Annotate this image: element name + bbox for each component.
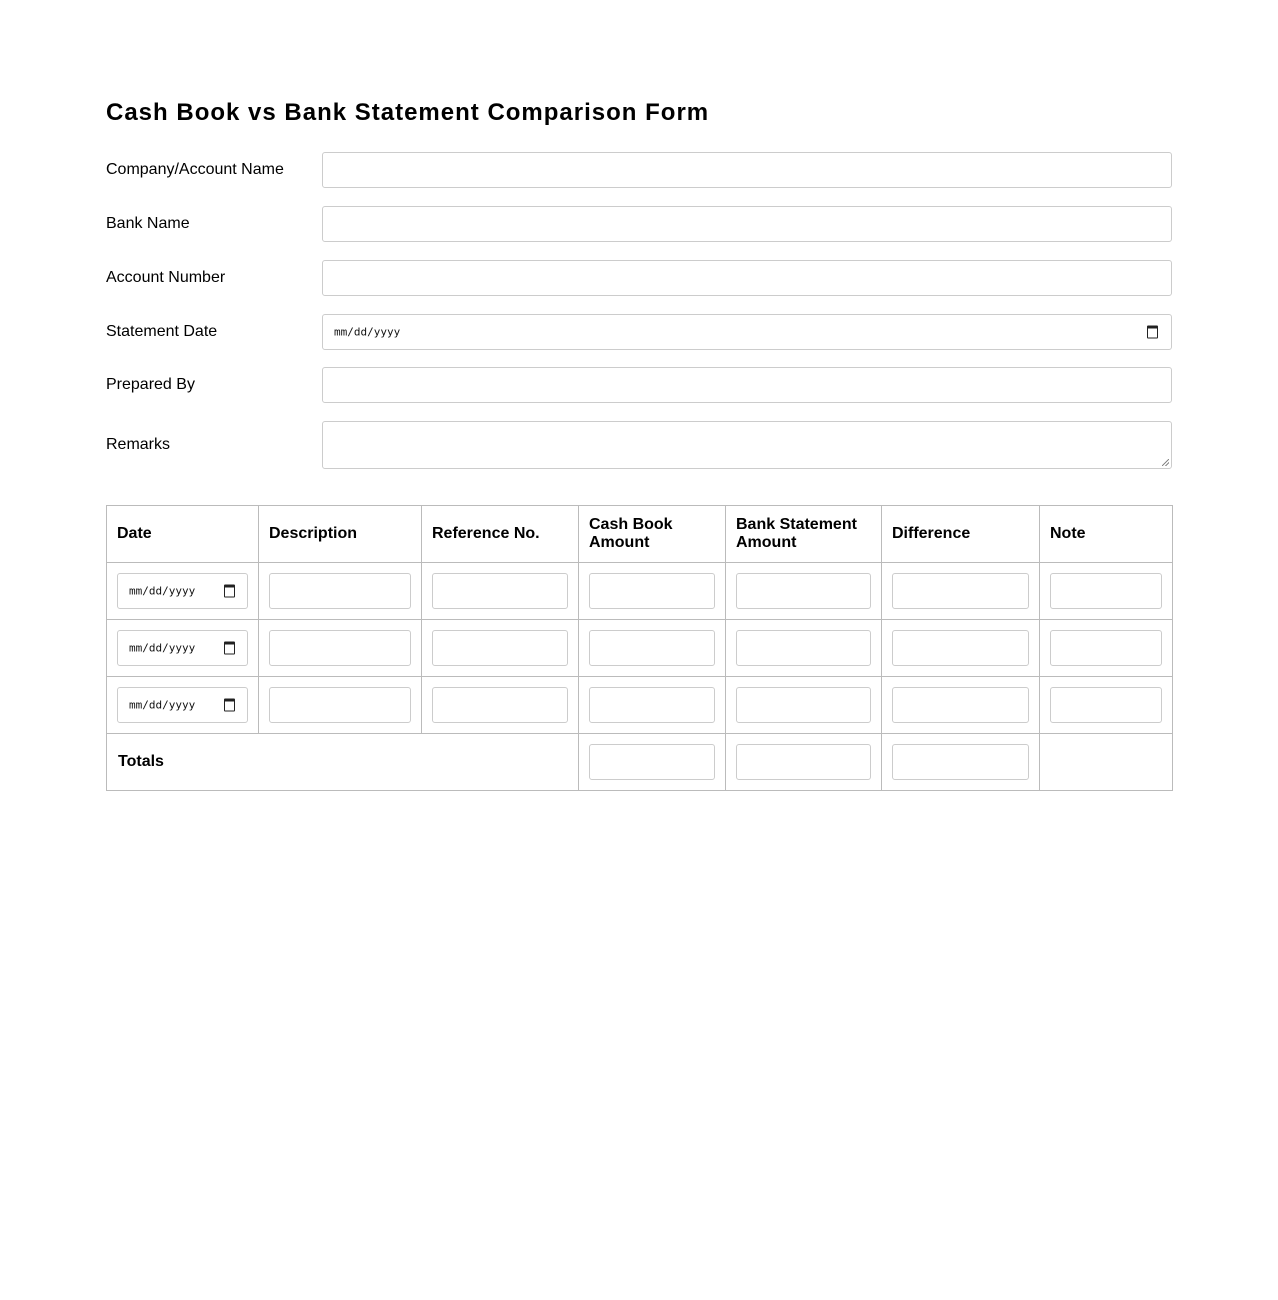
row-difference-input[interactable]	[892, 687, 1029, 723]
header-description: Description	[259, 506, 422, 563]
account-number-input[interactable]	[322, 260, 1172, 296]
row-note-input[interactable]	[1050, 687, 1162, 723]
row-date-input[interactable]	[117, 573, 248, 609]
table-row	[107, 563, 1173, 620]
calendar-icon[interactable]	[224, 699, 235, 712]
comparison-table	[106, 505, 1173, 791]
table-row	[107, 677, 1173, 734]
calendar-icon[interactable]	[1147, 326, 1158, 339]
date-placeholder: mm/dd/yyyy	[129, 641, 196, 655]
total-difference-input[interactable]	[892, 744, 1029, 780]
calendar-icon[interactable]	[224, 585, 235, 598]
row-reference-input[interactable]	[432, 630, 568, 666]
row-description-input[interactable]	[269, 573, 411, 609]
row-bank-statement-input[interactable]	[736, 630, 871, 666]
totals-label: Totals	[107, 734, 579, 791]
header-note: Note	[1040, 506, 1173, 563]
form-container	[106, 98, 1172, 770]
table-header-row	[107, 506, 1173, 563]
bank-name-label: Bank Name	[106, 215, 190, 232]
date-placeholder: mm/dd/yyyy	[129, 698, 196, 712]
row-bank-statement-input[interactable]	[736, 573, 871, 609]
row-date-input[interactable]	[117, 687, 248, 723]
total-bank-statement-input[interactable]	[736, 744, 871, 780]
row-cash-book-input[interactable]	[589, 573, 715, 609]
row-difference-input[interactable]	[892, 573, 1029, 609]
resize-handle-icon[interactable]	[1162, 459, 1169, 466]
row-bank-statement-input[interactable]	[736, 687, 871, 723]
company-name-label: Company/Account Name	[106, 161, 284, 178]
totals-empty-cell	[1040, 734, 1173, 791]
row-description-input[interactable]	[269, 630, 411, 666]
statement-date-label: Statement Date	[106, 323, 218, 340]
header-reference: Reference No.	[422, 506, 579, 563]
calendar-icon[interactable]	[224, 642, 235, 655]
statement-date-input[interactable]	[322, 314, 1172, 350]
row-cash-book-input[interactable]	[589, 630, 715, 666]
row-date-input[interactable]	[117, 630, 248, 666]
header-difference: Difference	[882, 506, 1040, 563]
row-note-input[interactable]	[1050, 573, 1162, 609]
account-number-label: Account Number	[106, 269, 226, 286]
prepared-by-row	[106, 367, 1172, 403]
row-reference-input[interactable]	[432, 687, 568, 723]
row-cash-book-input[interactable]	[589, 687, 715, 723]
header-date: Date	[107, 506, 259, 563]
statement-date-row	[106, 314, 1172, 350]
prepared-by-input[interactable]	[322, 367, 1172, 403]
row-difference-input[interactable]	[892, 630, 1029, 666]
remarks-textarea[interactable]	[322, 421, 1172, 469]
date-placeholder: mm/dd/yyyy	[334, 325, 401, 339]
prepared-by-label: Prepared By	[106, 376, 195, 393]
row-reference-input[interactable]	[432, 573, 568, 609]
total-cash-book-input[interactable]	[589, 744, 715, 780]
company-name-input[interactable]	[322, 152, 1172, 188]
bank-name-row	[106, 206, 1172, 242]
row-description-input[interactable]	[269, 687, 411, 723]
company-name-row	[106, 152, 1172, 188]
page-title: Cash Book vs Bank Statement Comparison Form	[106, 99, 710, 126]
table-row	[107, 620, 1173, 677]
date-placeholder: mm/dd/yyyy	[129, 584, 196, 598]
bank-name-input[interactable]	[322, 206, 1172, 242]
totals-row	[107, 734, 1173, 791]
row-note-input[interactable]	[1050, 630, 1162, 666]
account-number-row	[106, 260, 1172, 296]
header-cash-book-amount: Cash Book Amount	[579, 506, 726, 563]
remarks-row	[106, 421, 1172, 469]
header-bank-statement-amount: Bank Statement Amount	[726, 506, 882, 563]
remarks-label: Remarks	[106, 436, 171, 453]
